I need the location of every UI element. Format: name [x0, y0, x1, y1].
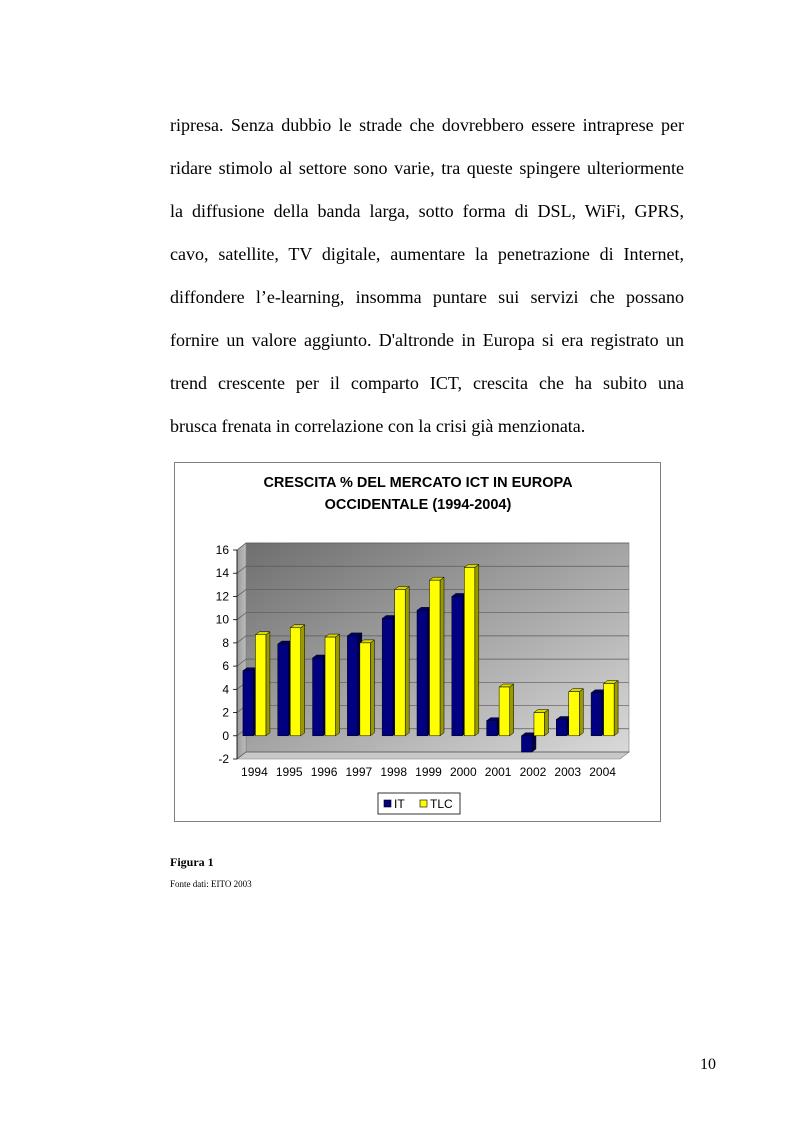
y-tick-label: 14	[215, 566, 229, 581]
bar-it-2004	[591, 693, 602, 736]
bar-side-tlc	[336, 634, 340, 736]
bar-tlc-1994	[255, 635, 266, 736]
bar-side-tlc	[301, 625, 305, 736]
y-tick-label: 6	[222, 659, 229, 674]
paragraph-line: ridare stimolo al settore sono varie, tra queste spingere ulteriormente	[170, 158, 684, 178]
y-tick-label: 16	[215, 543, 229, 557]
bar-tlc-2003	[569, 692, 580, 736]
bar-tlc-2002	[534, 713, 545, 736]
bar-side-tlc	[405, 586, 409, 735]
y-tick-label: 4	[222, 682, 229, 697]
figure-source: Fonte dati: EITO 2003	[170, 879, 252, 889]
legend-swatch-tlc	[420, 800, 427, 807]
y-tick-label: 12	[215, 589, 229, 604]
paragraph-line: la diffusione della banda larga, sotto forma di DSL, WiFi, GPRS,	[170, 201, 684, 221]
bar-it-2001	[487, 721, 498, 736]
chart-figure	[174, 462, 661, 822]
bar-it-2003	[556, 720, 567, 736]
x-tick-label: 2000	[449, 765, 477, 779]
x-tick-label: 1994	[241, 765, 268, 779]
bar-side-tlc	[370, 640, 374, 736]
x-tick-label: 2002	[519, 765, 547, 779]
x-tick-label: 1995	[275, 765, 303, 779]
paragraph-line: trend crescente per il comparto ICT, crescita che ha subito una	[170, 373, 684, 393]
x-tick-label: 2003	[554, 765, 582, 779]
bar-it-1998	[382, 619, 393, 736]
y-tick-label: 8	[222, 635, 229, 650]
bar-tlc-1998	[395, 589, 406, 735]
bar-tlc-2001	[499, 687, 510, 736]
plot-floor	[237, 752, 629, 759]
bar-side-tlc	[544, 710, 548, 736]
page-number: 10	[700, 1056, 716, 1073]
bar-tlc-2000	[464, 567, 475, 735]
bar-it-1999	[417, 610, 428, 735]
bar-tlc-1999	[430, 580, 441, 736]
bar-side-tlc	[510, 684, 514, 736]
legend-swatch-it	[384, 800, 391, 807]
x-tick-label: 2001	[484, 765, 512, 779]
paragraph-line: cavo, satellite, TV digitale, aumentare la penetrazione di Internet,	[170, 244, 684, 264]
bar-side-tlc	[440, 577, 444, 736]
x-tick-label: 1996	[310, 765, 338, 779]
legend-label-tlc: TLC	[430, 797, 453, 811]
x-tick-label: 2004	[589, 765, 616, 779]
y-tick-label: 0	[222, 728, 229, 743]
bar-it-1997	[347, 636, 358, 736]
bar-it-1995	[278, 644, 289, 736]
paragraph-line: ripresa. Senza dubbio le strade che dovrebbero essere intraprese per	[170, 115, 684, 135]
bar-chart	[175, 463, 662, 823]
bar-it-1996	[313, 658, 324, 736]
paragraph-line: fornire un valore aggiunto. D'altronde in Europa si era registrato un	[170, 330, 684, 350]
bar-tlc-1996	[325, 637, 336, 736]
body-paragraph	[170, 104, 684, 448]
x-tick-label: 1997	[345, 765, 373, 779]
chart-title-line: OCCIDENTALE (1994-2004)	[324, 497, 512, 513]
bar-side-tlc	[475, 564, 479, 735]
paragraph-line: brusca frenata in correlazione con la crisi già menzionata.	[170, 416, 586, 436]
x-tick-label: 1998	[380, 765, 408, 779]
paragraph-line: diffondere l’e-learning, insomma puntare sui servizi che possano	[170, 287, 684, 307]
y-tick-label: 2	[222, 705, 229, 720]
chart-title-line: CRESCITA % DEL MERCATO ICT IN EUROPA	[263, 475, 573, 491]
bar-tlc-1997	[360, 643, 371, 736]
legend-label-it: IT	[394, 797, 405, 811]
bar-it-2000	[452, 596, 463, 735]
bar-side-tlc	[614, 681, 618, 736]
x-tick-label: 1999	[415, 765, 442, 779]
y-tick-label: 10	[215, 612, 229, 627]
bar-side-tlc	[266, 632, 270, 736]
bar-tlc-2004	[604, 684, 615, 736]
y-tick-label: -2	[218, 752, 229, 766]
bar-side-tlc	[579, 689, 583, 736]
bar-it-1994	[243, 671, 254, 736]
figure-label: Figura 1	[170, 855, 214, 869]
bar-tlc-1995	[290, 628, 301, 736]
bar-it-2002	[521, 736, 532, 752]
